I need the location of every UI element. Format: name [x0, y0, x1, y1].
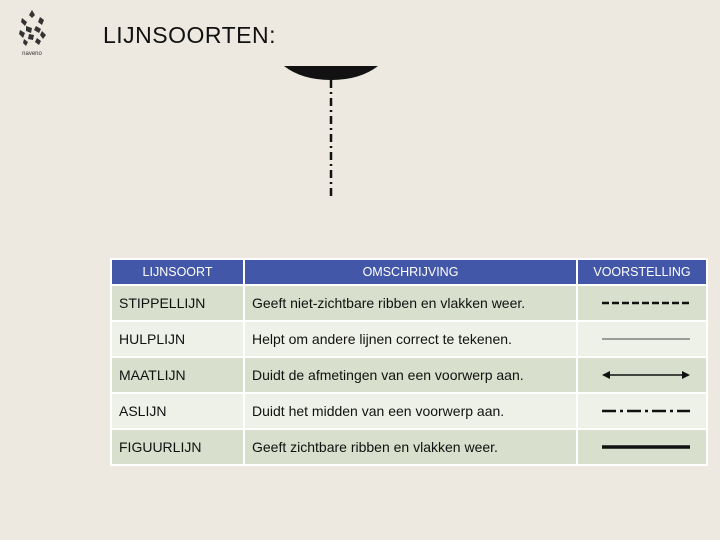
line-description: Geeft zichtbare ribben en vlakken weer. [244, 429, 577, 465]
table-row [111, 429, 707, 465]
header-lijnsoort: LIJNSOORT [111, 259, 244, 285]
header-omschrijving: OMSCHRIJVING [244, 259, 577, 285]
table-header-row [111, 259, 707, 285]
line-sample-double-arrow [577, 357, 707, 393]
line-sample-thick [577, 429, 707, 465]
line-sample-dashed [577, 285, 707, 321]
section-line-illustration [280, 62, 384, 202]
line-name: FIGUURLIJN [111, 429, 244, 465]
table-row [111, 357, 707, 393]
line-sample-thin [577, 321, 707, 357]
line-name: ASLIJN [111, 393, 244, 429]
school-logo [10, 8, 54, 58]
line-description: Duidt de afmetingen van een voorwerp aan. [244, 357, 577, 393]
table-row [111, 321, 707, 357]
logo-text: naveno [22, 51, 42, 57]
line-name: MAATLIJN [111, 357, 244, 393]
line-sample-dash-dot [577, 393, 707, 429]
table-row [111, 285, 707, 321]
line-name: HULPLIJN [111, 321, 244, 357]
page-title: LIJNSOORTEN: [103, 22, 276, 48]
line-types-table [110, 258, 708, 466]
line-description: Duidt het midden van een voorwerp aan. [244, 393, 577, 429]
line-description: Geeft niet-zichtbare ribben en vlakken weer. [244, 285, 577, 321]
header-voorstelling: VOORSTELLING [577, 259, 707, 285]
table-row [111, 393, 707, 429]
line-name: STIPPELLIJN [111, 285, 244, 321]
line-description: Helpt om andere lijnen correct te tekenen. [244, 321, 577, 357]
